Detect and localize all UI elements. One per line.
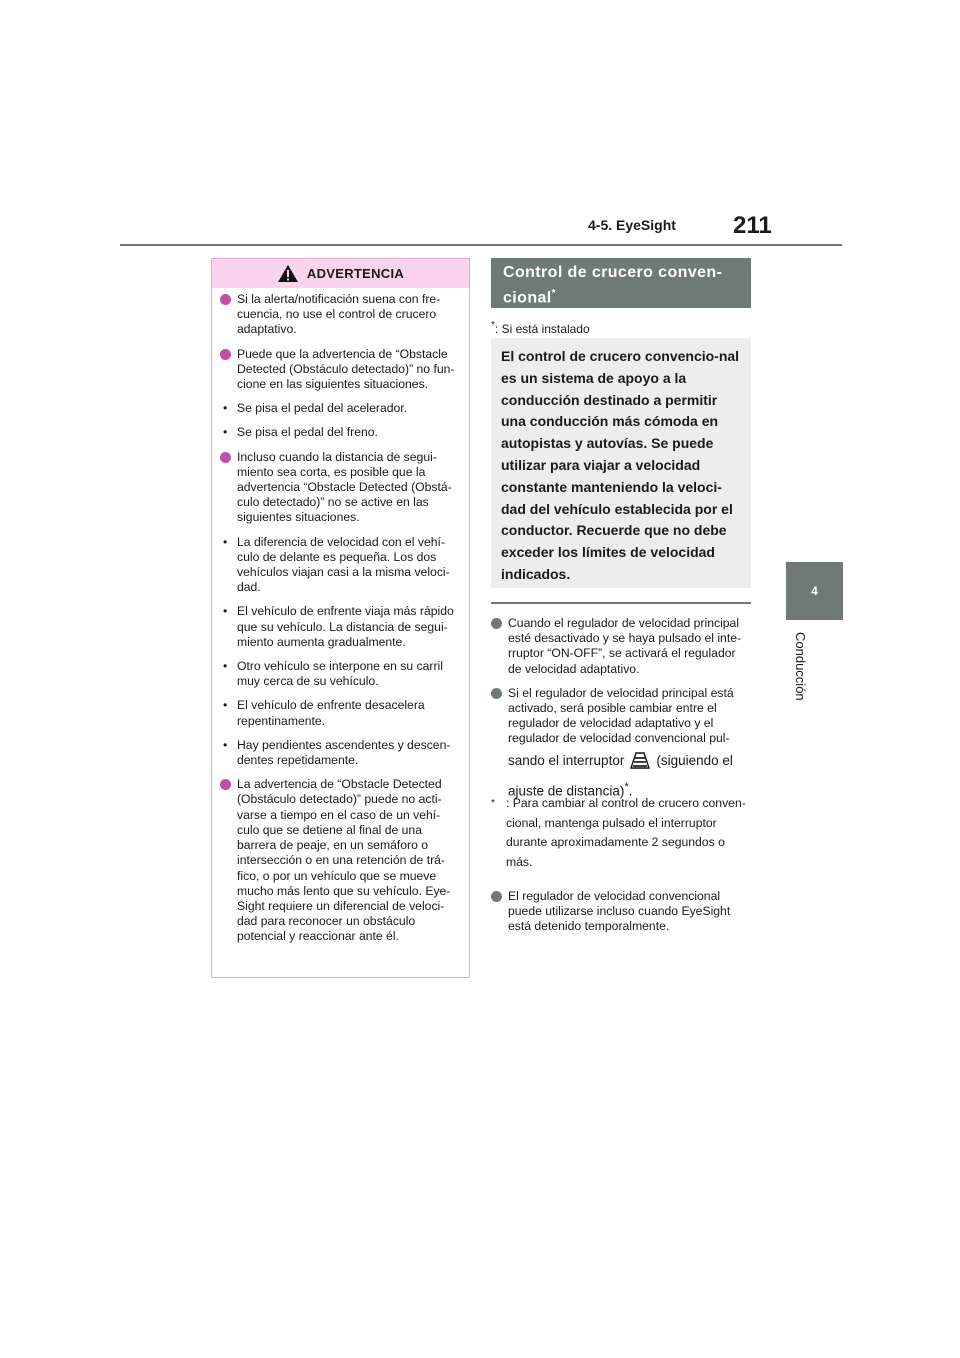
- warning-sub-item: [220, 535, 461, 596]
- info-list: [491, 607, 751, 802]
- warning-sub-item: [220, 604, 461, 650]
- warning-triangle-icon: [277, 264, 299, 283]
- warning-item-text: El vehículo de enfrente viaja más rápido que su vehículo. La distancia de segui-miento aumenta gradualmente.: [237, 604, 454, 649]
- warning-bullet-item: [220, 777, 461, 944]
- list-item-text: Si el regulador de velocidad principal está activado, será posible cambiar entre el regulador de velocidad adaptativo y el regulador de velocidad convencional pul-: [508, 685, 734, 746]
- warning-sub-item: [220, 425, 461, 440]
- footnote2-mark: *: [491, 798, 495, 809]
- switch-line: [508, 750, 751, 772]
- bullet-dot: [491, 891, 502, 902]
- list-item: [491, 889, 751, 935]
- distance-switch-icon: [630, 752, 650, 770]
- bullet-dot: [220, 779, 231, 790]
- sub-bullet-mark: •: [223, 737, 228, 752]
- warning-list: [212, 288, 469, 945]
- chapter-label: Conducción: [793, 632, 808, 701]
- switch-text-c: ajuste de distancia): [508, 783, 625, 799]
- bullet-dot: [220, 349, 231, 360]
- warning-item-text: Hay pendientes ascendentes y descen-dentes repetidamente.: [237, 737, 451, 768]
- chapter-tab: 4: [786, 562, 843, 620]
- warning-box: [211, 258, 470, 978]
- switch-text-b: (siguiendo el: [656, 752, 733, 768]
- warning-item-text: Otro vehículo se interpone en su carril muy cerca de su vehículo.: [237, 659, 443, 689]
- warning-sub-item: [220, 698, 461, 728]
- sub-bullet-mark: •: [223, 534, 228, 549]
- footnote-mark: *: [491, 320, 495, 331]
- page-number: 211: [733, 212, 772, 239]
- section-heading: 4-5. EyeSight: [588, 217, 676, 233]
- warning-item-text: El vehículo de enfrente desacelera repentinamente.: [237, 698, 425, 728]
- switch-end: .: [628, 783, 633, 799]
- warning-bullet-item: [220, 347, 461, 393]
- warning-sub-item: [220, 659, 461, 689]
- sub-bullet-mark: •: [223, 604, 228, 619]
- warning-bullet-item: [220, 292, 461, 338]
- section-title: [491, 258, 751, 308]
- warning-item-text: Puede que la advertencia de “Obstacle Detected (Obstáculo detectado)” no fun-cione en las siguientes situaciones.: [237, 346, 455, 392]
- info-list-2: [491, 880, 751, 935]
- warning-item-text: Incluso cuando la distancia de segui-miento sea corta, es posible que la advertencia “Obstacle Detected (Obstá-culo detectado)” no se active en las siguientes situaciones.: [237, 449, 452, 525]
- warning-sub-item: [220, 738, 461, 768]
- switch-text-a: sando el interruptor: [508, 752, 625, 768]
- warning-item-text: Si la alerta/notificación suena con fre-cuencia, no use el control de crucero adaptativo.: [237, 292, 441, 337]
- list-item: [491, 616, 751, 677]
- section-divider: [491, 602, 751, 604]
- sub-bullet-mark: •: [223, 698, 228, 713]
- warning-item-text: La diferencia de velocidad con el vehí-culo de delante es pequeña. Los dos vehículos viajan casi a la misma veloci-dad.: [237, 534, 450, 595]
- switch-mark: *: [624, 780, 629, 793]
- warning-title: ADVERTENCIA: [306, 266, 405, 281]
- list-item: [491, 686, 751, 802]
- warning-header: [212, 259, 469, 288]
- sub-bullet-mark: •: [223, 659, 228, 674]
- warning-item-text: Se pisa el pedal del freno.: [237, 425, 378, 440]
- footnote-text: : Si está instalado: [494, 322, 590, 336]
- sub-bullet-mark: •: [223, 401, 228, 416]
- bullet-dot: [491, 688, 502, 699]
- warning-item-text: La advertencia de “Obstacle Detected (Obstáculo detectado)” puede no acti-varse a tiempo en el caso de un vehí-culo que se detiene al final de una barrera de peaje, en un semáforo o intersección o en una retención de trá-fico, o por un vehículo que se mueve mucho más lento que su vehículo. Eye-Sight requiere un diferencial de veloci-dad para reconocer un obstáculo potencial y reaccionar ante él.: [237, 777, 451, 944]
- installed-footnote: [491, 320, 590, 336]
- list-item-text: El regulador de velocidad convencional puede utilizarse incluso cuando EyeSight está detenido temporalmente.: [508, 889, 731, 934]
- section-title-text: Control de crucero conven-cional: [503, 264, 723, 307]
- sub-bullet-mark: •: [223, 425, 228, 440]
- warning-sub-item: [220, 401, 461, 416]
- bullet-dot: [220, 452, 231, 463]
- bullet-dot: [220, 294, 231, 305]
- footnote2-text: : Para cambiar al control de crucero conven-cional, mantenga pulsado el interruptor durante aproximadamente 2 segundos o más.: [506, 796, 746, 869]
- warning-bullet-item: [220, 450, 461, 526]
- section-title-mark: *: [551, 288, 556, 299]
- header-divider: [120, 244, 842, 246]
- list-item-text: Cuando el regulador de velocidad principal esté desactivado y se haya pulsado el inte-rruptor “ON-OFF”, se activará el regulador de velocidad adaptativo.: [508, 616, 742, 676]
- bullet-dot: [491, 618, 502, 629]
- warning-item-text: Se pisa el pedal del acelerador.: [237, 401, 408, 416]
- switch-footnote: [491, 794, 753, 872]
- intro-box: El control de crucero convencio-nal es un sistema de apoyo a la conducción destinado a permitir una conducción más cómoda en autopistas y autovías. Se puede utilizar para viajar a velocidad constante manteniendo la veloci-dad del vehículo establecida por el conductor. Recuerde que no debe exceder los límites de velocidad indicados.: [491, 338, 751, 588]
